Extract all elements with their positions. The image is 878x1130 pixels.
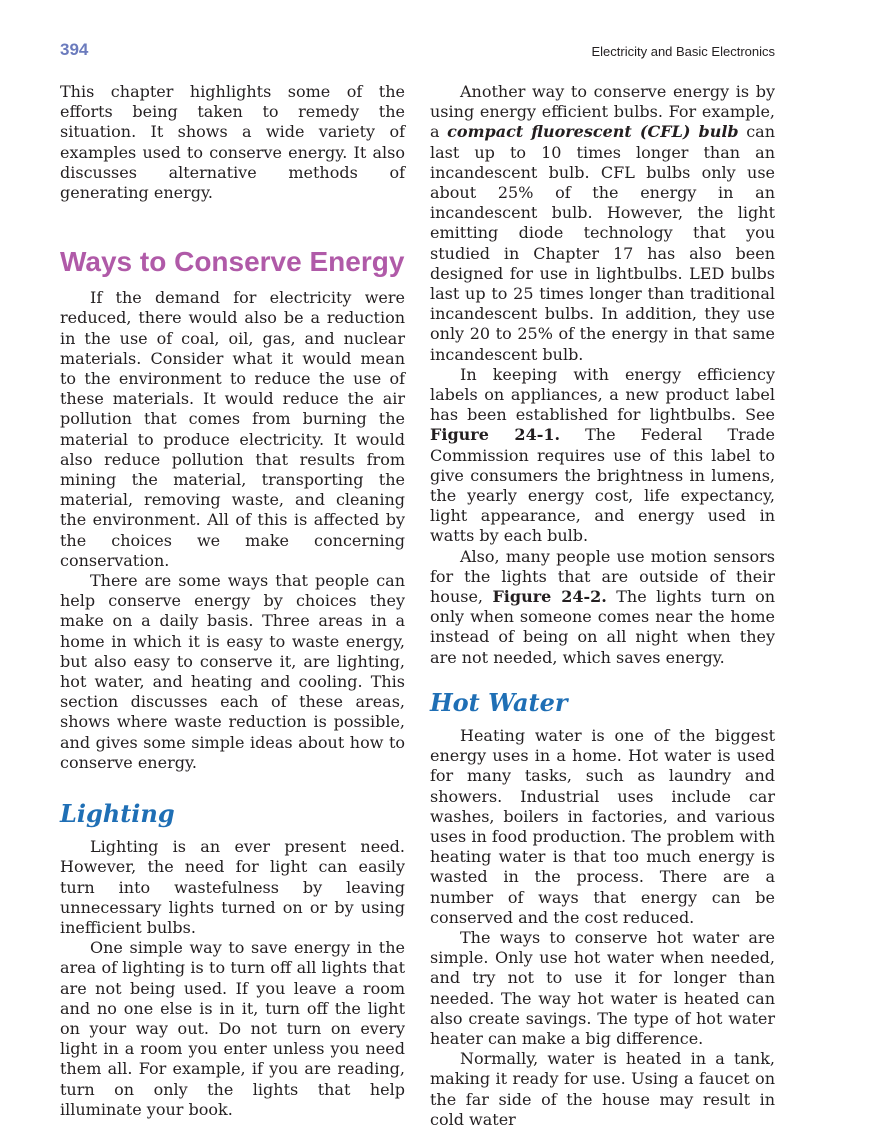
paragraph: If the demand for electricity were reduced, there would also be a reduction in the use of coal, oil, gas, and nuclear materials. Consider what it would mean to the environment to reduce the use of these materials. It would reduce the air pollution that comes from burning the material to produce electricity. It would also reduce pollution that results from mining the material, transporting the material, removing waste, and cleaning the environment. All of this is affected by the choices we make concerning conservation. — [60, 288, 405, 570]
left-column — [60, 82, 405, 1120]
text-run: can last up to 10 times longer than an incandescent bulb. CFL bulbs only use about 25% of the energy in an incandescent bulb. However, the light emitting diode technology that you studied in Chapter 17 has also been designed for use in lightbulbs. LED bulbs last up to 25 times longer than traditional incandescent bulbs. In addition, they use only 20 to 25% of the energy in that same incandescent bulb. — [430, 122, 776, 364]
text-run: In keeping with energy efficiency labels on appliances, a new product label has been established for lightbulbs. See — [430, 364, 775, 425]
text-run: Also, many people use motion sensors for the lights that are outside of their house, — [430, 546, 775, 607]
text-run: The Federal Trade Commission requires use of this label to give consumers the brightness in lumens, the yearly energy cost, life expectancy, light appearance, and energy used in watts by each bulb. — [430, 425, 776, 546]
figure-reference-24-1: Figure 24-1. — [430, 425, 561, 445]
text-run: Another way to conserve energy is by using energy efficient bulbs. For example, a — [430, 82, 775, 142]
key-term-cfl-bulb: compact fluorescent (CFL) bulb — [447, 122, 739, 142]
running-header: Electricity and Basic Electronics — [591, 44, 775, 59]
paragraph: Lighting is an ever present need. However, the need for light can easily turn into wastefulness by leaving unnecessary lights turned on or by using inefficient bulbs. — [60, 837, 405, 937]
paragraph: Heating water is one of the biggest energy uses in a home. Hot water is used for many tasks, such as laundry and showers. Industrial uses include car washes, boilers in factories, and various uses in food production. The problem with heating water is that too much energy is wasted in the process. There are a number of ways that energy can be conserved and the cost reduced. — [430, 725, 775, 927]
subsection-heading-hot-water: Hot Water — [430, 687, 568, 717]
subsection-heading-lighting: Lighting — [60, 799, 175, 829]
intro-paragraph: This chapter highlights some of the efforts being taken to remedy the situation. It shows a wide variety of examples used to conserve energy. It also discusses alternative methods of generating energy. — [60, 82, 405, 203]
paragraph-cfl — [430, 82, 775, 365]
section-heading-ways-to-conserve: Ways to Conserve Energy — [60, 246, 405, 278]
text-run: The lights turn on only when someone comes near the home instead of being on all night when they are not needed, which saves energy. — [430, 587, 776, 667]
paragraph: Normally, water is heated in a tank, making it ready for use. Using a faucet on the far side of the house may result in cold water — [430, 1049, 775, 1129]
paragraph: There are some ways that people can help conserve energy by choices they make on a daily basis. Three areas in a home in which it is easy to waste energy, but also easy to conserve it, are lighting, hot water, and heating and cooling. This section discusses each of these areas, shows where waste reduction is possible, and gives some simple ideas about how to conserve energy. — [60, 571, 405, 772]
right-column — [430, 82, 775, 1130]
paragraph: One simple way to save energy in the area of lighting is to turn off all lights that are not being used. If you leave a room and no one else is in it, turn off the light on your way out. Do not turn on every light in a room you enter unless you need them all. For example, if you are reading, turn on only the lights that help illuminate your book. — [60, 938, 405, 1119]
figure-reference-24-2: Figure 24-2. — [492, 587, 607, 607]
page-number: 394 — [60, 40, 89, 59]
paragraph-motion-sensors — [430, 547, 775, 668]
paragraph: The ways to conserve hot water are simple. Only use hot water when needed, and try not to use it for longer than needed. The way hot water is heated can also create savings. The type of hot water heater can make a big difference. — [430, 927, 775, 1048]
paragraph-label — [430, 365, 775, 547]
